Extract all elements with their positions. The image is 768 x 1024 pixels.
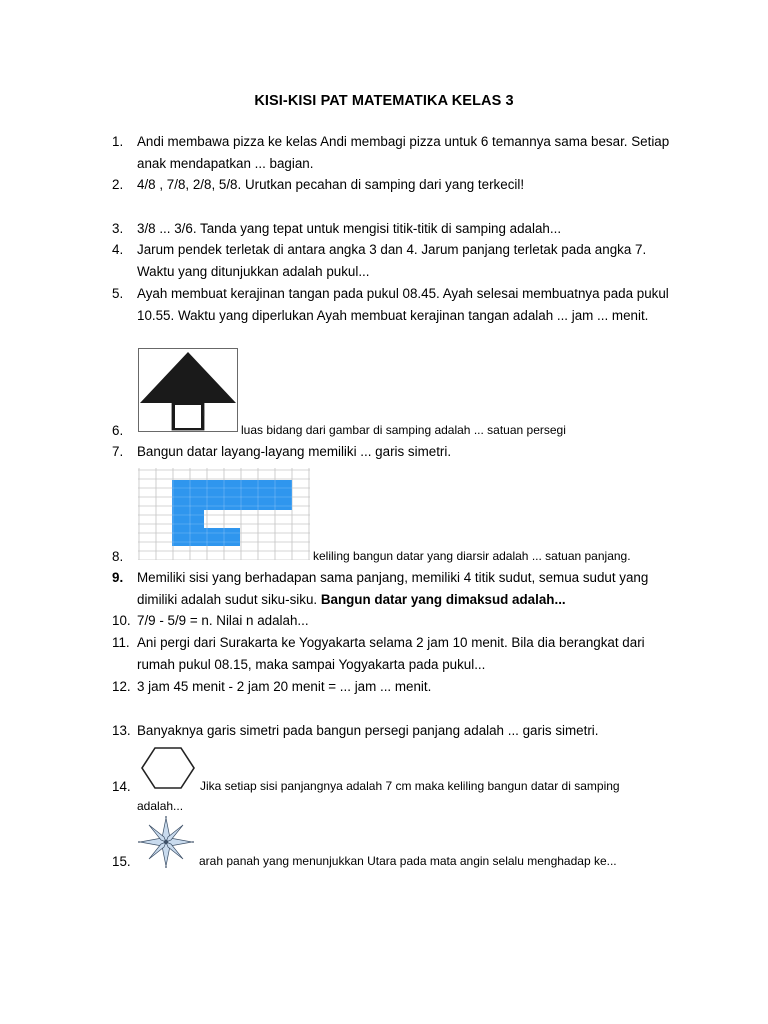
question-3	[112, 218, 672, 240]
question-number: 5.	[112, 286, 124, 301]
question-text: Bangun datar layang-layang memiliki ... garis simetri.	[137, 444, 452, 459]
question-number: 2.	[112, 177, 124, 192]
question-text: Banyaknya garis simetri pada bangun persegi panjang adalah ... garis simetri.	[137, 723, 599, 738]
question-number: 3.	[112, 221, 124, 236]
question-text: Andi membawa pizza ke kelas Andi membagi pizza untuk 6 temannya sama besar. Setiap anak mendapatkan ... bagian.	[137, 134, 670, 171]
document-title: KISI-KISI PAT MATEMATIKA KELAS 3	[254, 93, 514, 109]
question-12	[112, 676, 672, 698]
question-text: 7/9 - 5/9 = n. Nilai n adalah...	[137, 613, 309, 628]
question-text: 3 jam 45 menit - 2 jam 20 menit = ... jam ... menit.	[137, 679, 432, 694]
question-7	[112, 441, 672, 463]
question-text: 3/8 ... 3/6. Tanda yang tepat untuk mengisi titik-titik di samping adalah...	[137, 221, 562, 236]
question-number: 4.	[112, 242, 124, 257]
question-number: 1.	[112, 134, 124, 149]
question-13	[112, 720, 672, 742]
question-number: 13.	[112, 723, 131, 738]
question-number: 11.	[112, 635, 130, 650]
question-bold-text: Bangun datar yang dimaksud adalah...	[320, 592, 566, 607]
question-text: Memiliki sisi yang berhadapan sama panjang, memiliki 4 titik sudut, semua sudut yang dimiliki adalah sudut siku-siku. Bangun datar yang dimaksud adalah...	[137, 570, 649, 607]
question-14-text: Jika setiap sisi panjangnya adalah 7 cm maka keliling bangun datar di samping	[200, 779, 620, 793]
question-number: 7.	[112, 444, 124, 459]
question-8-text: keliling bangun datar yang diarsir adalah ... satuan panjang.	[313, 549, 631, 563]
question-number: 9.	[112, 570, 124, 585]
question-9	[112, 567, 672, 611]
question-14-text-cont: adalah...	[137, 799, 184, 813]
question-4	[112, 239, 672, 283]
question-11	[112, 632, 672, 676]
question-number: 8.	[112, 549, 124, 564]
question-text: Ayah membuat kerajinan tangan pada pukul 08.45. Ayah selesai membuatnya pada pukul 10.55. Waktu yang diperlukan Ayah membuat kerajinan tangan adalah ... jam ... menit.	[137, 286, 669, 323]
question-1	[112, 131, 672, 175]
question-number: 14.	[112, 779, 131, 794]
question-text: Ani pergi dari Surakarta ke Yogyakarta selama 2 jam 10 menit. Bila dia berangkat dari rumah pukul 08.15, maka sampai Yogyakarta pada pukul...	[137, 635, 645, 672]
question-text: Jarum pendek terletak di antara angka 3 dan 4. Jarum panjang terletak pada angka 7. Waktu yang ditunjukkan adalah pukul...	[137, 242, 647, 279]
question-number: 12.	[112, 679, 131, 694]
question-text: 4/8 , 7/8, 2/8, 5/8. Urutkan pecahan di samping dari yang terkecil!	[137, 177, 525, 192]
question-6-text: luas bidang dari gambar di samping adalah ... satuan persegi	[241, 423, 566, 437]
question-10	[112, 610, 672, 632]
question-5	[112, 283, 672, 349]
question-number: 6.	[112, 423, 124, 438]
question-number: 15.	[112, 854, 131, 869]
question-15-text: arah panah yang menunjukkan Utara pada mata angin selalu menghadap ke...	[199, 854, 617, 868]
question-2	[112, 174, 672, 196]
question-number: 10.	[112, 613, 131, 628]
